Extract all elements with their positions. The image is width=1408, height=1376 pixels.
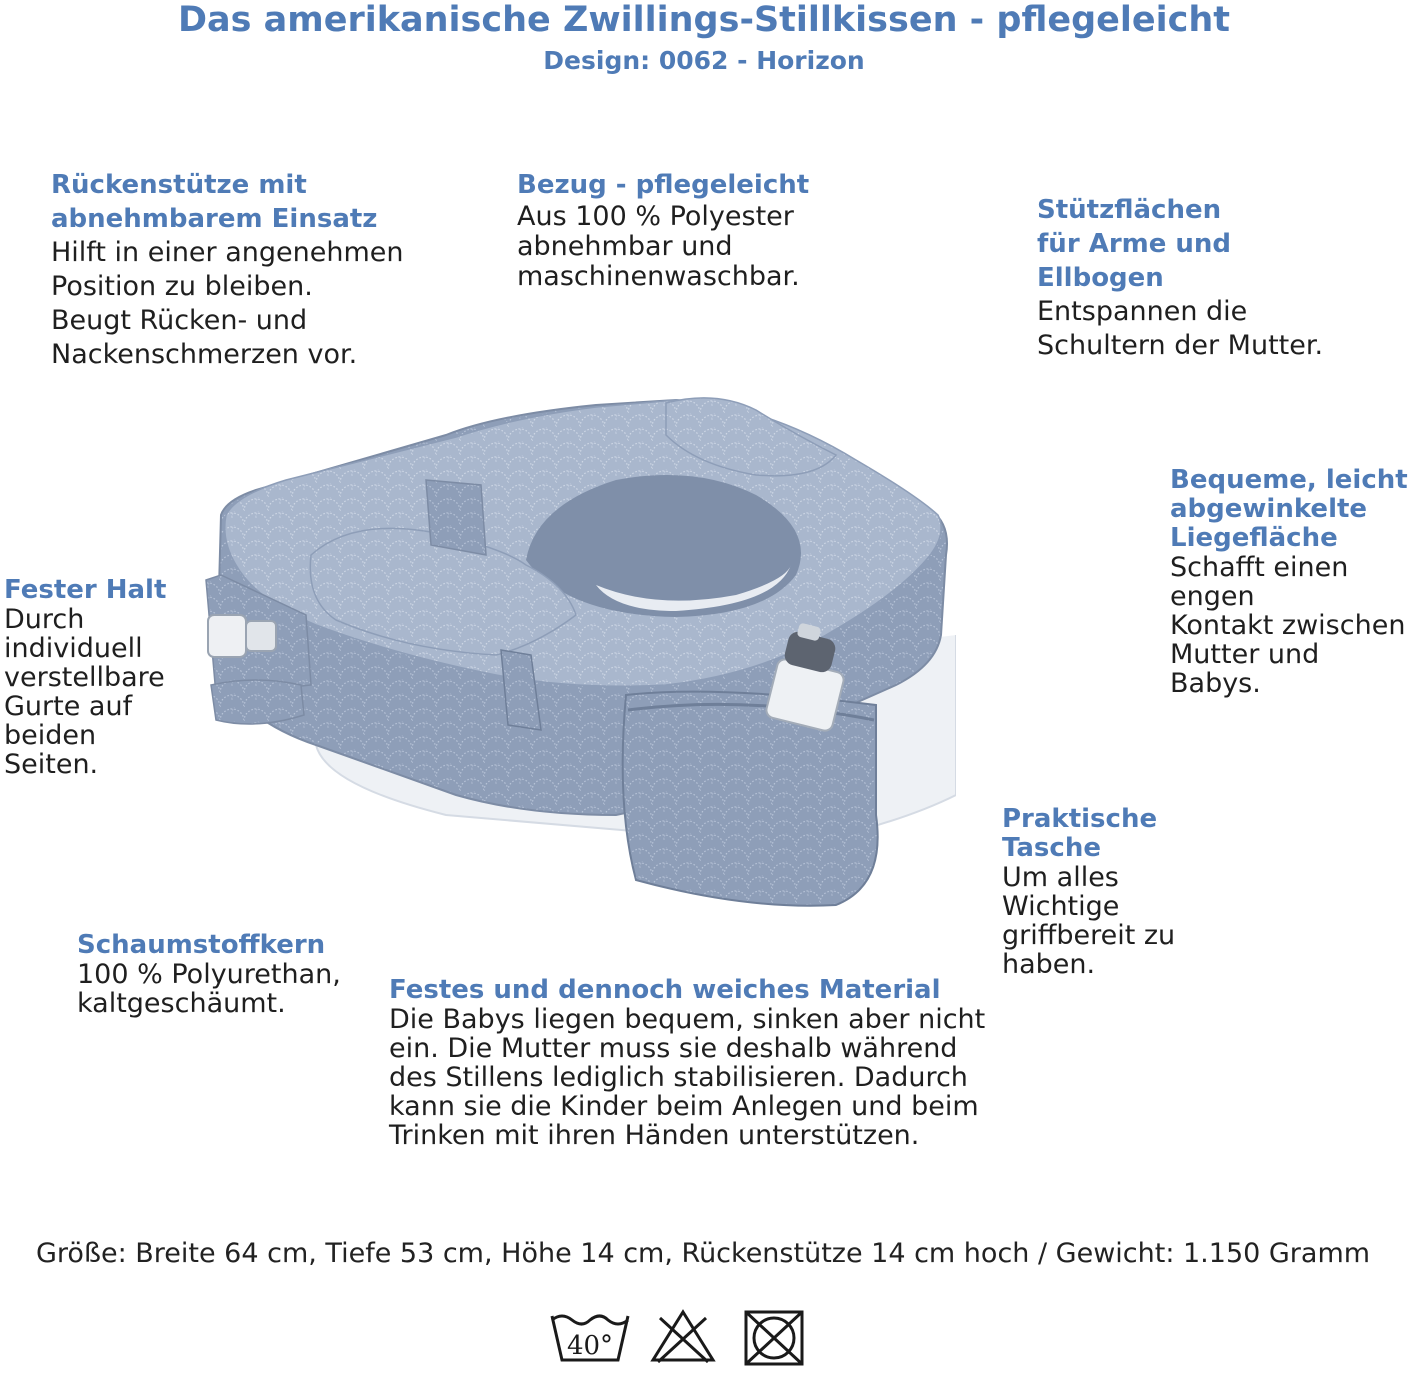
feature-back-support [51, 168, 404, 372]
feature-text: Trinken mit ihren Händen unterstützen. [389, 1120, 920, 1151]
feature-text: abnehmbar und [517, 231, 733, 262]
feature-text: 100 % Polyurethan, [77, 959, 341, 990]
feature-lying-surface [1170, 466, 1408, 698]
feature-text: kaltgeschäumt. [77, 988, 286, 1019]
feature-heading: Ellbogen [1037, 263, 1164, 293]
feature-text: haben. [1002, 949, 1096, 980]
feature-firm-hold [4, 576, 166, 779]
feature-text: des Stillens lediglich stabilisieren. Dadurch [389, 1062, 968, 1093]
feature-text: maschinenwaschbar. [517, 261, 800, 292]
feature-text: ein. Die Mutter muss sie deshalb während [389, 1033, 958, 1064]
feature-text: Nackenschmerzen vor. [51, 339, 358, 370]
feature-heading: abnehmbarem Einsatz [51, 204, 378, 234]
page-subtitle: Design: 0062 - Horizon [543, 46, 865, 75]
no-tumble-dry-icon [742, 1308, 806, 1368]
feature-heading: Liegefläche [1170, 523, 1338, 553]
feature-text: Aus 100 % Polyester [517, 201, 794, 232]
feature-text: individuell [4, 633, 143, 664]
size-info: Größe: Breite 64 cm, Tiefe 53 cm, Höhe 14 cm, Rückenstütze 14 cm hoch / Gewicht: 1.150 Gramm [36, 1238, 1371, 1269]
feature-text: Entspannen die [1037, 296, 1248, 327]
feature-text: Schafft einen [1170, 552, 1349, 583]
feature-text: kann sie die Kinder beim Anlegen und beim [389, 1091, 979, 1122]
feature-text: Gurte auf [4, 691, 133, 722]
feature-heading: Stützflächen [1037, 195, 1222, 225]
feature-heading: für Arme und [1037, 229, 1232, 259]
feature-heading: Bequeme, leicht [1170, 465, 1408, 495]
wash-temp-label: 40° [566, 1331, 614, 1361]
feature-text: Position zu bleiben. [51, 271, 313, 302]
feature-text: Beugt Rücken- und [51, 305, 308, 336]
feature-heading: Praktische [1002, 804, 1158, 834]
feature-text: Hilft in einer angenehmen [51, 237, 404, 268]
feature-heading: Fester Halt [4, 575, 167, 605]
feature-text: Die Babys liegen bequem, sinken aber nicht [389, 1004, 986, 1035]
feature-text: griffbereit zu [1002, 920, 1176, 951]
feature-text: Babys. [1170, 668, 1261, 699]
wash-40-icon [548, 1308, 632, 1364]
feature-heading: abgewinkelte [1170, 494, 1368, 524]
feature-heading: Schaumstoffkern [77, 930, 326, 960]
nursing-pillow-image [196, 385, 956, 925]
feature-pocket [1002, 805, 1175, 979]
feature-material [389, 976, 985, 1150]
feature-heading: Tasche [1002, 833, 1101, 863]
feature-arm-rests [1037, 193, 1323, 363]
feature-text: verstellbare [4, 662, 165, 693]
feature-heading: Bezug - pflegeleicht [517, 170, 810, 200]
no-bleach-icon [650, 1308, 716, 1364]
feature-text: Mutter und [1170, 639, 1320, 670]
feature-text: beiden [4, 720, 97, 751]
feature-foam-core [77, 931, 341, 1018]
feature-text: Um alles [1002, 862, 1119, 893]
feature-text: Wichtige [1002, 891, 1120, 922]
feature-text: Schultern der Mutter. [1037, 330, 1324, 361]
feature-heading: Rückenstütze mit [51, 170, 307, 200]
page-title: Das amerikanische Zwillings-Stillkissen - pflegeleicht [177, 0, 1231, 40]
feature-heading: Festes und dennoch weiches Material [389, 975, 941, 1005]
feature-text: Durch [4, 604, 85, 635]
feature-text: engen [1170, 581, 1255, 612]
feature-text: Seiten. [4, 749, 99, 780]
feature-text: Kontakt zwischen [1170, 610, 1406, 641]
feature-cover [517, 168, 809, 292]
